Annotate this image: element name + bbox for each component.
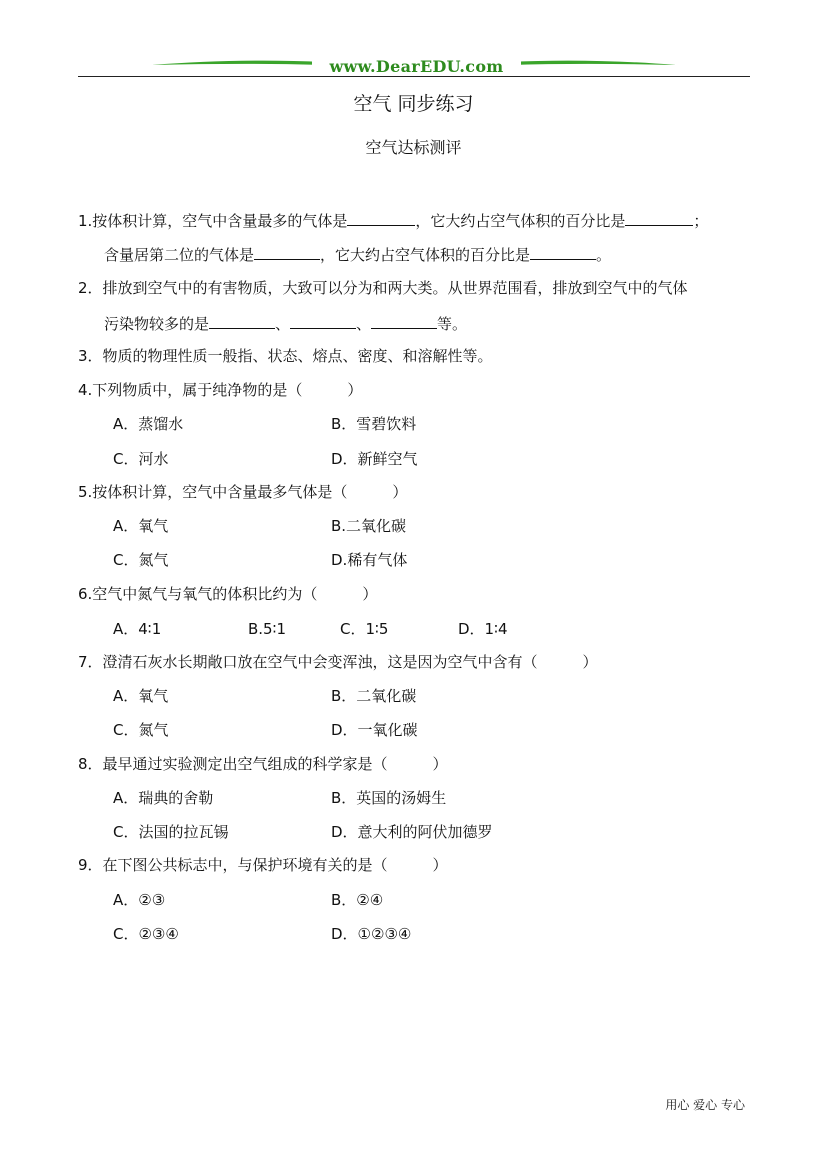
question-9-option-b[interactable]: B．②④ <box>331 891 384 909</box>
question-1-text-b: ，它大约占空气体积的百分比是 <box>415 212 626 230</box>
question-4-stem: 4.下列物质中，属于纯净物的是（ ） <box>78 381 363 399</box>
question-5-option-b[interactable]: B.二氧化碳 <box>331 517 407 535</box>
question-2-text-b: 污染物较多的是 <box>104 315 210 333</box>
question-2-text-end: 等。 <box>437 315 468 333</box>
question-5-option-d[interactable]: D.稀有气体 <box>331 551 408 569</box>
question-7-option-b[interactable]: B．二氧化碳 <box>331 687 417 705</box>
question-3: 3．物质的物理性质一般指、状态、熔点、密度、和溶解性等。 <box>78 347 493 365</box>
question-8-option-b[interactable]: B．英国的汤姆生 <box>331 789 447 807</box>
question-9-option-a[interactable]: A．②③ <box>113 891 166 909</box>
question-1-text-c: ； <box>693 212 709 230</box>
page-title: 空气 同步练习 <box>353 93 474 115</box>
question-5-option-c[interactable]: C．氮气 <box>113 551 169 569</box>
question-1-line-2 <box>104 244 611 265</box>
question-4-option-c[interactable]: C．河水 <box>113 450 169 468</box>
header-divider <box>78 76 750 77</box>
question-8-option-c[interactable]: C．法国的拉瓦锡 <box>113 823 229 841</box>
answer-blank[interactable] <box>209 313 275 329</box>
question-7-option-d[interactable]: D．一氧化碳 <box>331 721 418 739</box>
separator: 、 <box>356 315 372 333</box>
question-1-text-e: ，它大约占空气体积的百分比是 <box>320 246 531 264</box>
question-4-option-a[interactable]: A．蒸馏水 <box>113 415 184 433</box>
question-9-option-d[interactable]: D．①②③④ <box>331 925 412 943</box>
question-2-line-1: 2．排放到空气中的有害物质，大致可以分为和两大类。从世界范围看，排放到空气中的气体 <box>78 279 688 297</box>
question-2-line-2 <box>104 313 467 334</box>
question-8-stem: 8．最早通过实验测定出空气组成的科学家是（ ） <box>78 755 448 773</box>
question-1-line-1 <box>78 210 708 231</box>
question-1-text-a: 1.按体积计算，空气中含量最多的气体是 <box>78 212 348 230</box>
question-6-option-b[interactable]: B.5∶1 <box>248 620 287 638</box>
question-6-stem: 6.空气中氮气与氧气的体积比约为（ ） <box>78 585 378 603</box>
question-4-option-d[interactable]: D．新鲜空气 <box>331 450 418 468</box>
question-7-option-c[interactable]: C．氮气 <box>113 721 169 739</box>
question-4-option-b[interactable]: B．雪碧饮料 <box>331 415 417 433</box>
question-7-option-a[interactable]: A．氧气 <box>113 687 169 705</box>
question-6-option-a[interactable]: A．4∶1 <box>113 620 162 638</box>
question-8-option-a[interactable]: A．瑞典的舍勒 <box>113 789 214 807</box>
answer-blank[interactable] <box>371 313 437 329</box>
question-1-text-d: 含量居第二位的气体是 <box>104 246 255 264</box>
answer-blank[interactable] <box>347 210 415 226</box>
answer-blank[interactable] <box>625 210 693 226</box>
separator: 、 <box>275 315 291 333</box>
question-6-option-d[interactable]: D．1∶4 <box>458 620 508 638</box>
answer-blank[interactable] <box>530 244 596 260</box>
question-9-stem: 9．在下图公共标志中，与保护环境有关的是（ ） <box>78 856 448 874</box>
question-5-stem: 5.按体积计算，空气中含量最多气体是（ ） <box>78 483 408 501</box>
question-8-option-d[interactable]: D．意大利的阿伏加德罗 <box>331 823 493 841</box>
page-subtitle: 空气达标测评 <box>365 138 462 157</box>
question-1-text-f: 。 <box>596 246 612 264</box>
question-9-option-c[interactable]: C．②③④ <box>113 925 179 943</box>
answer-blank[interactable] <box>254 244 320 260</box>
question-6-option-c[interactable]: C．1∶5 <box>340 620 389 638</box>
header-site-name: www.DearEDU.com <box>312 57 521 76</box>
answer-blank[interactable] <box>290 313 356 329</box>
question-7-stem: 7．澄清石灰水长期敞口放在空气中会变浑浊，这是因为空气中含有（ ） <box>78 653 598 671</box>
question-5-option-a[interactable]: A．氧气 <box>113 517 169 535</box>
page-footer: 用心 爱心 专心 <box>665 1098 745 1112</box>
